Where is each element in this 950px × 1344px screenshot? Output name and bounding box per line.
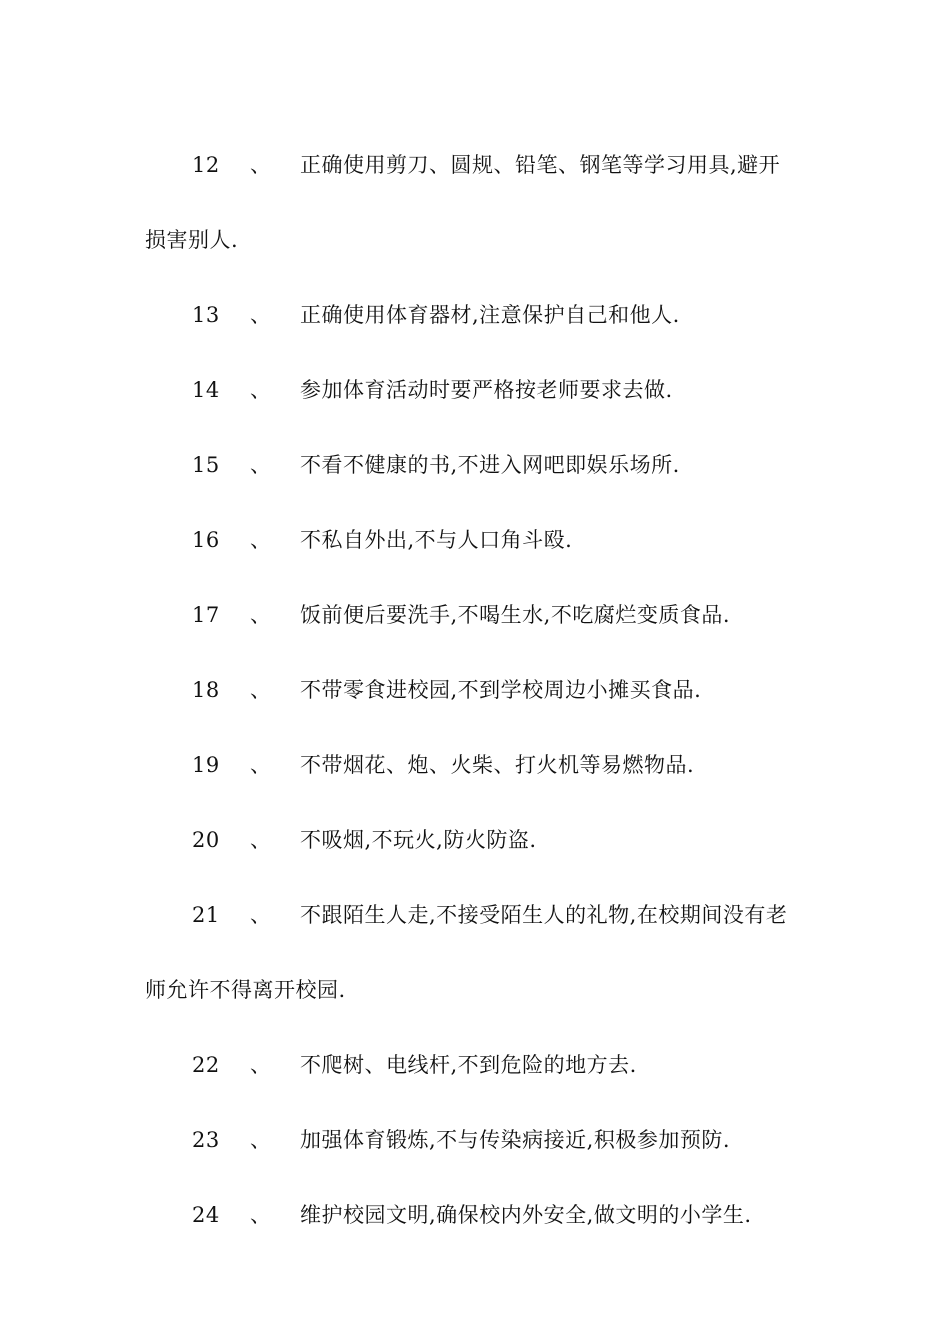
rules-list: [145, 128, 810, 1253]
item-number: 23: [192, 1128, 220, 1152]
item-text: 不带零食进校园,不到学校周边小摊买食品.: [300, 678, 702, 702]
item-number: 16: [192, 528, 220, 552]
list-item: [145, 803, 810, 878]
item-mark: 、: [250, 528, 272, 552]
item-number: 18: [192, 678, 220, 702]
item-mark: 、: [250, 303, 272, 327]
list-item: [145, 1028, 810, 1103]
item-number: 19: [192, 753, 220, 777]
item-text: 加强体育锻炼,不与传染病接近,积极参加预防.: [300, 1128, 731, 1152]
list-item: [145, 503, 810, 578]
item-text: 不爬树、电线杆,不到危险的地方去.: [300, 1053, 637, 1077]
item-number: 17: [192, 603, 220, 627]
list-item: [145, 653, 810, 728]
list-item: [145, 1178, 810, 1253]
list-item: [145, 128, 810, 278]
item-number: 14: [192, 378, 220, 402]
item-mark: 、: [250, 1053, 272, 1077]
list-item: [145, 1103, 810, 1178]
item-number: 20: [192, 828, 220, 852]
item-mark: 、: [250, 153, 272, 177]
item-number: 13: [192, 303, 220, 327]
item-number: 21: [192, 903, 220, 927]
item-text: 正确使用剪刀、圆规、铅笔、钢笔等学习用具,避开: [300, 153, 781, 177]
item-text: 参加体育活动时要严格按老师要求去做.: [300, 378, 673, 402]
list-item: [145, 728, 810, 803]
item-mark: 、: [250, 678, 272, 702]
item-mark: 、: [250, 1128, 272, 1152]
item-text-continued: 师允许不得离开校园.: [145, 978, 346, 1002]
list-item: [145, 353, 810, 428]
item-text: 不吸烟,不玩火,防火防盗.: [300, 828, 537, 852]
item-number: 15: [192, 453, 220, 477]
item-text: 不私自外出,不与人口角斗殴.: [300, 528, 573, 552]
item-mark: 、: [250, 753, 272, 777]
item-mark: 、: [250, 453, 272, 477]
item-text: 饭前便后要洗手,不喝生水,不吃腐烂变质食品.: [300, 603, 731, 627]
item-text: 正确使用体育器材,注意保护自己和他人.: [300, 303, 680, 327]
item-number: 24: [192, 1203, 220, 1227]
item-mark: 、: [250, 828, 272, 852]
item-text: 维护校园文明,确保校内外安全,做文明的小学生.: [300, 1203, 752, 1227]
item-number: 12: [192, 153, 220, 177]
item-mark: 、: [250, 603, 272, 627]
list-item: [145, 428, 810, 503]
item-text-continued: 损害别人.: [145, 228, 239, 252]
list-item: [145, 578, 810, 653]
list-item: [145, 278, 810, 353]
item-mark: 、: [250, 903, 272, 927]
item-mark: 、: [250, 378, 272, 402]
item-text: 不跟陌生人走,不接受陌生人的礼物,在校期间没有老: [300, 903, 788, 927]
item-text: 不看不健康的书,不进入网吧即娱乐场所.: [300, 453, 680, 477]
item-mark: 、: [250, 1203, 272, 1227]
list-item: [145, 878, 810, 1028]
item-text: 不带烟花、炮、火柴、打火机等易燃物品.: [300, 753, 695, 777]
item-number: 22: [192, 1053, 220, 1077]
